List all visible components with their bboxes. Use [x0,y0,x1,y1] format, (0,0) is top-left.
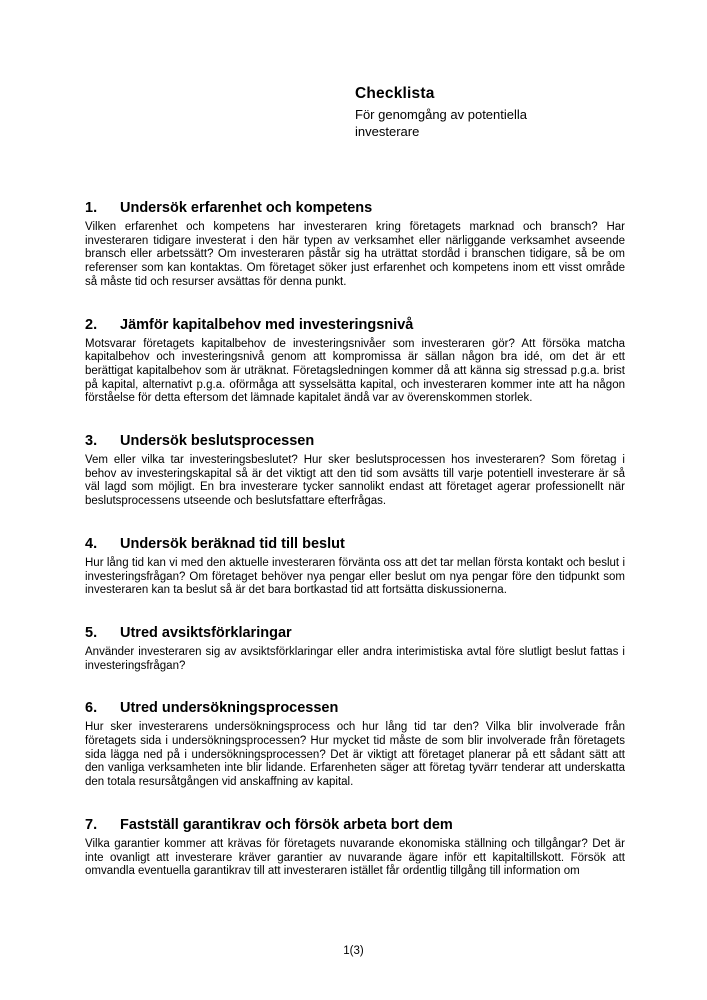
page-number: 1(3) [343,945,364,957]
section-heading: Utred undersökningsprocessen [120,700,339,717]
section-body: Använder investeraren sig av avsiktsförklaringar eller andra interimistiska avtal före slutligt beslut fattas i investeringsfrågan? [85,645,625,672]
section-heading: Fastställ garantikrav och försök arbeta bort dem [120,816,453,833]
section-number: 3. [85,433,98,450]
section-heading: Undersök beräknad tid till beslut [120,535,345,552]
section-heading-row [85,199,625,217]
sections-container [85,199,625,905]
section-number: 5. [85,624,98,641]
section-body: Vem eller vilka tar investeringsbeslutet? Hur sker beslutsprocessen hos investeraren? Som företag i behov av investeringskapital så är det viktigt att den tid som avsätts till varje potentiell investerare är så väl lagd som möjligt. En bra investerare tycker sannolikt endast att företaget agerar professionellt när beslutsprocessens utseende och beslutsfattare efterfrågas. [85,454,625,508]
section-heading: Jämför kapitalbehov med investeringsnivå [120,316,414,333]
section-number: 4. [85,535,98,552]
section-3-beslutsprocessen [85,432,625,509]
section-heading: Utred avsiktsförklaringar [120,624,292,641]
section-heading-row [85,316,625,334]
section-heading-row [85,432,625,450]
section-2-kapitalbehov [85,316,625,407]
section-heading-row [85,699,625,717]
section-6-undersokningsprocessen [85,699,625,790]
section-body: Hur sker investerarens undersökningsprocess och hur lång tid tar den? Vilka blir involverade från företagets sida i undersökningsprocessen? Hur mycket tid måste de som blir involverade från företagets sida lägga ned på i undersökningsprocessen? Det är viktigt att företaget planerar på ett sådant sätt att den vanliga verksamheten inte blir lidande. Erfarenheten säger att företag tyvärr tenderar att underskatta den totala resursåtgången vid anskaffning av kapital. [85,721,625,789]
section-heading: Undersök erfarenhet och kompetens [120,200,373,216]
section-number: 6. [85,700,98,717]
section-number: 7. [85,816,98,833]
section-7-garantikrav [85,816,625,879]
section-4-tid-till-beslut [85,535,625,598]
section-body: Hur lång tid kan vi med den aktuelle investeraren förvänta oss att det tar mellan första kontakt och beslut i investeringsfrågan? Om företaget behöver nya pengar eller beslut om nya pengar före den tidpunkt som investeraren kan ta beslut så är det bara bortkastad tid att fortsätta diskussionerna. [85,556,625,597]
section-heading-row [85,535,625,553]
section-heading: Undersök beslutsprocessen [120,433,315,450]
document-title-block [355,84,570,140]
section-body: Motsvarar företagets kapitalbehov de investeringsnivåer som investeraren gör? Att försöka matcha kapitalbehov och investeringsnivå genom att kompromissa är sällan någon bra idé, om det är ett berättigat kapitalbehov som är uträknat. Företagsledningen kommer då att känna sig stressad p.g.a. brist på kapital, alternativt p.g.a. oförmåga att sysselsätta kapital, och investeraren kommer inte att ha någon förståelse för detta eftersom det lämnade kapitalet ändå var av överenskommen storlek. [85,337,625,405]
section-1-erfarenhet-och-kompetens [85,199,625,290]
section-number: 2. [85,316,98,333]
document-subtitle: För genomgång av potentiella investerare [355,107,528,139]
section-body: Vilken erfarenhet och kompetens har investeraren kring företagets marknad och bransch? Har investeraren tidigare investerat i den här typen av verksamhet eller närliggande verksamhet avseende bransch eller arbetssätt? Om investeraren påstår sig ha uträttat stordåd i branschen tidigare, så be om referenser som kan kontaktas. Om företaget söker just erfarenhet och kompetens inom ett visst område så måste tid och resurser avsättas för denna punkt. [85,221,625,288]
section-heading-row [85,816,625,834]
section-number: 1. [85,200,98,216]
section-body: Vilka garantier kommer att krävas för företagets nuvarande ekonomiska ställning och tillgångar? Det är inte ovanligt att investerare kräver garantier av nuvarande ägare inför ett kapitaltillskott. Försök att omvandla eventuella garantikrav till att investeraren istället får ordentlig tillgång till information om [85,837,625,878]
section-heading-row [85,624,625,642]
document-title: Checklista [355,85,435,102]
section-5-avsiktsforklaringar [85,624,625,673]
